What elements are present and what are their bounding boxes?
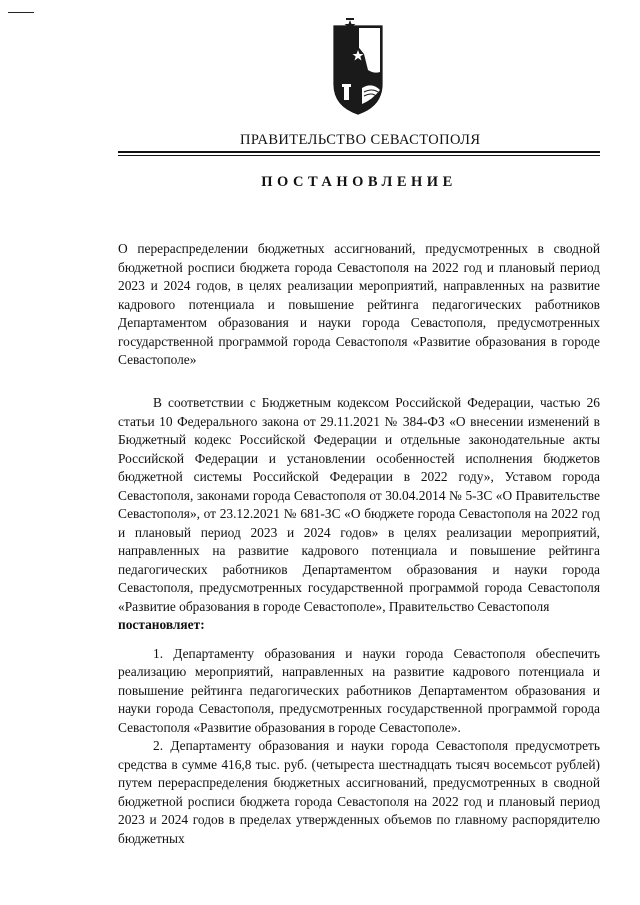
- clause-2: 2. Департаменту образования и науки города Севастополя предусмотреть средства в сумме 416,8 тыс. руб. (четыреста шестнадцать тысяч восемьсот рублей) путем перераспределения бюджетных ассигнований, предусмотренных в сводной бюджетной росписи бюджета города Севастополя на 2022 год и плановый период 2023 и 2024 годов в пределах утвержденных объемов по главному распорядителю бюджетных: [118, 738, 600, 846]
- header-rule-thin: [118, 155, 600, 156]
- resolution-body: [118, 394, 600, 848]
- resolution-subject: О перераспределении бюджетных ассигнований, предусмотренных в сводной бюджетной росписи бюджета города Севастополя на 2022 год и плановый период 2023 и 2024 годов, в целях реализации мероприятий, направленных на развитие кадрового потенциала и повышение рейтинга педагогических работников Департаментом образования и науки города Севастополя, предусмотренных государственной программой города Севастополя «Развитие образования в городе Севастополе»: [118, 241, 600, 367]
- government-title: ПРАВИТЕЛЬСТВО СЕВАСТОПОЛЯ: [240, 132, 481, 148]
- resolves-phrase: постановляет:: [118, 617, 205, 632]
- header-rule-thick: [118, 151, 600, 153]
- sevastopol-coat-of-arms-icon: [326, 14, 390, 116]
- corner-mark: [8, 12, 34, 13]
- document-type: ПОСТАНОВЛЕНИЕ: [261, 174, 457, 190]
- preamble: В соответствии с Бюджетным кодексом Российской Федерации, частью 26 статьи 10 Федерального закона от 29.11.2021 № 384-ФЗ «О внесении изменений в Бюджетный кодекс Российской Федерации и отдельные законодательные акты Российской Федерации и установлении особенностей исполнения бюджетов бюджетной системы Российской Федерации в 2022 году», Уставом города Севастополя, законами города Севастополя от 30.04.2014 № 5-ЗС «О Правительстве Севастополя», от 23.12.2021 № 681-ЗС «О бюджете города Севастополя на 2022 год и плановый период 2023 и 2024 годов» в целях реализации мероприятий, направленных на развитие кадрового потенциала и повышение рейтинга педагогических работников Департаментом образования и науки города Севастополя, предусмотренных государственной программой города Севастополя «Развитие образования в городе Севастополе», Правительство Севастополя: [118, 395, 600, 614]
- clause-1: 1. Департаменту образования и науки города Севастополя обеспечить реализацию мероприятий, направленных на развитие кадрового потенциала и повышение рейтинга педагогических работников Департаментом образования и науки города Севастополя, предусмотренных государственной программой города Севастополя «Развитие образования в городе Севастополе».: [118, 645, 600, 735]
